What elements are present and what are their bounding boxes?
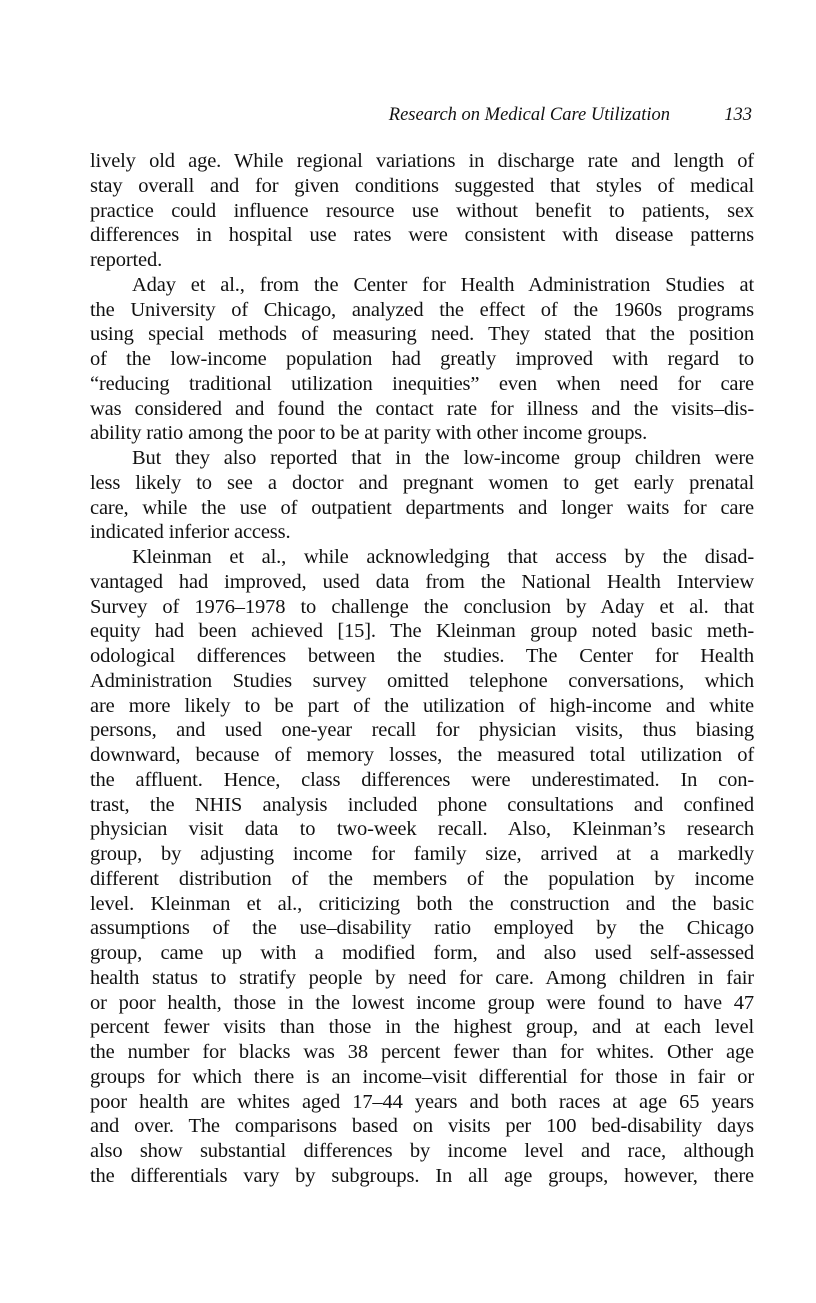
text-line: group, came up with a modified form, and also used self-assessed: [90, 942, 754, 964]
text-line: also show substantial differences by income level and race, although: [90, 1140, 754, 1162]
paragraph: [90, 273, 754, 446]
text-line: differences in hospital use rates were consistent with disease patterns: [90, 224, 754, 247]
text-line: care, while the use of outpatient departments and longer waits for care: [90, 496, 754, 519]
text-line: groups for which there is an income–visit differential for those in fair or: [90, 1065, 754, 1088]
text-line: was considered and found the contact rate for illness and the visits–dis-: [90, 397, 754, 420]
text-line: or poor health, those in the lowest income group were found to have 47: [90, 991, 754, 1014]
text-line: stay overall and for given conditions suggested that styles of medical: [90, 174, 754, 197]
text-line: percent fewer visits than those in the highest group, and at each level: [90, 1016, 754, 1039]
paragraph: [90, 446, 754, 545]
text-line: level. Kleinman et al., criticizing both the construction and the basic: [90, 892, 754, 915]
text-line: indicated inferior access.: [90, 521, 291, 544]
running-head: [90, 101, 754, 129]
text-line: the affluent. Hence, class differences were underestimated. In con-: [90, 768, 754, 791]
text-line: practice could influence resource use without benefit to patients, sex: [90, 199, 754, 222]
text-line: using special methods of measuring need. They stated that the position: [90, 323, 754, 346]
text-line: poor health are whites aged 17–44 years and both races at age 65 years: [90, 1090, 754, 1113]
text-line: assumptions of the use–disability ratio employed by the Chicago: [90, 917, 754, 940]
body-text: [90, 149, 754, 1189]
text-line: But they also reported that in the low-income group children were: [132, 447, 754, 469]
text-line: lively old age. While regional variations in discharge rate and length of: [90, 150, 754, 172]
text-line: Kleinman et al., while acknowledging that access by the disad-: [132, 546, 754, 568]
text-line: trast, the NHIS analysis included phone consultations and confined: [90, 793, 754, 816]
text-line: odological differences between the studies. The Center for Health: [90, 645, 754, 667]
text-line: vantaged had improved, used data from the National Health Interview: [90, 570, 754, 593]
text-line: less likely to see a doctor and pregnant women to get early prenatal: [90, 471, 754, 494]
paragraph: [90, 149, 754, 273]
text-line: the differentials vary by subgroups. In all age groups, however, there: [90, 1164, 754, 1187]
page-number: 133: [724, 105, 752, 125]
text-line: Aday et al., from the Center for Health Administration Studies at: [132, 273, 754, 296]
text-line: are more likely to be part of the utilization of high-income and white: [90, 694, 754, 717]
text-line: the number for blacks was 38 percent fewer than for whites. Other age: [90, 1041, 754, 1063]
text-line: ability ratio among the poor to be at parity with other income groups.: [90, 422, 648, 445]
text-line: physician visit data to two-week recall. Also, Kleinman’s research: [90, 818, 754, 841]
text-line: health status to stratify people by need for care. Among children in fair: [90, 966, 754, 989]
text-line: different distribution of the members of the population by income: [90, 867, 754, 890]
text-line: reported.: [90, 249, 163, 271]
text-line: Survey of 1976–1978 to challenge the conclusion by Aday et al. that: [90, 595, 754, 618]
text-line: downward, because of memory losses, the measured total utilization of: [90, 744, 754, 766]
text-line: the University of Chicago, analyzed the effect of the 1960s programs: [90, 298, 754, 321]
text-line: of the low-income population had greatly improved with regard to: [90, 348, 754, 370]
text-line: “reducing traditional utilization inequities” even when need for care: [90, 372, 754, 395]
paragraph: [90, 545, 754, 1189]
text-line: persons, and used one-year recall for physician visits, thus biasing: [90, 719, 754, 742]
text-line: group, by adjusting income for family size, arrived at a markedly: [90, 843, 754, 865]
text-line: and over. The comparisons based on visits per 100 bed-disability days: [90, 1115, 754, 1138]
text-line: Administration Studies survey omitted telephone conversations, which: [90, 669, 754, 692]
text-line: equity had been achieved [15]. The Kleinman group noted basic meth-: [90, 620, 754, 643]
running-head-title: Research on Medical Care Utilization: [388, 105, 670, 125]
